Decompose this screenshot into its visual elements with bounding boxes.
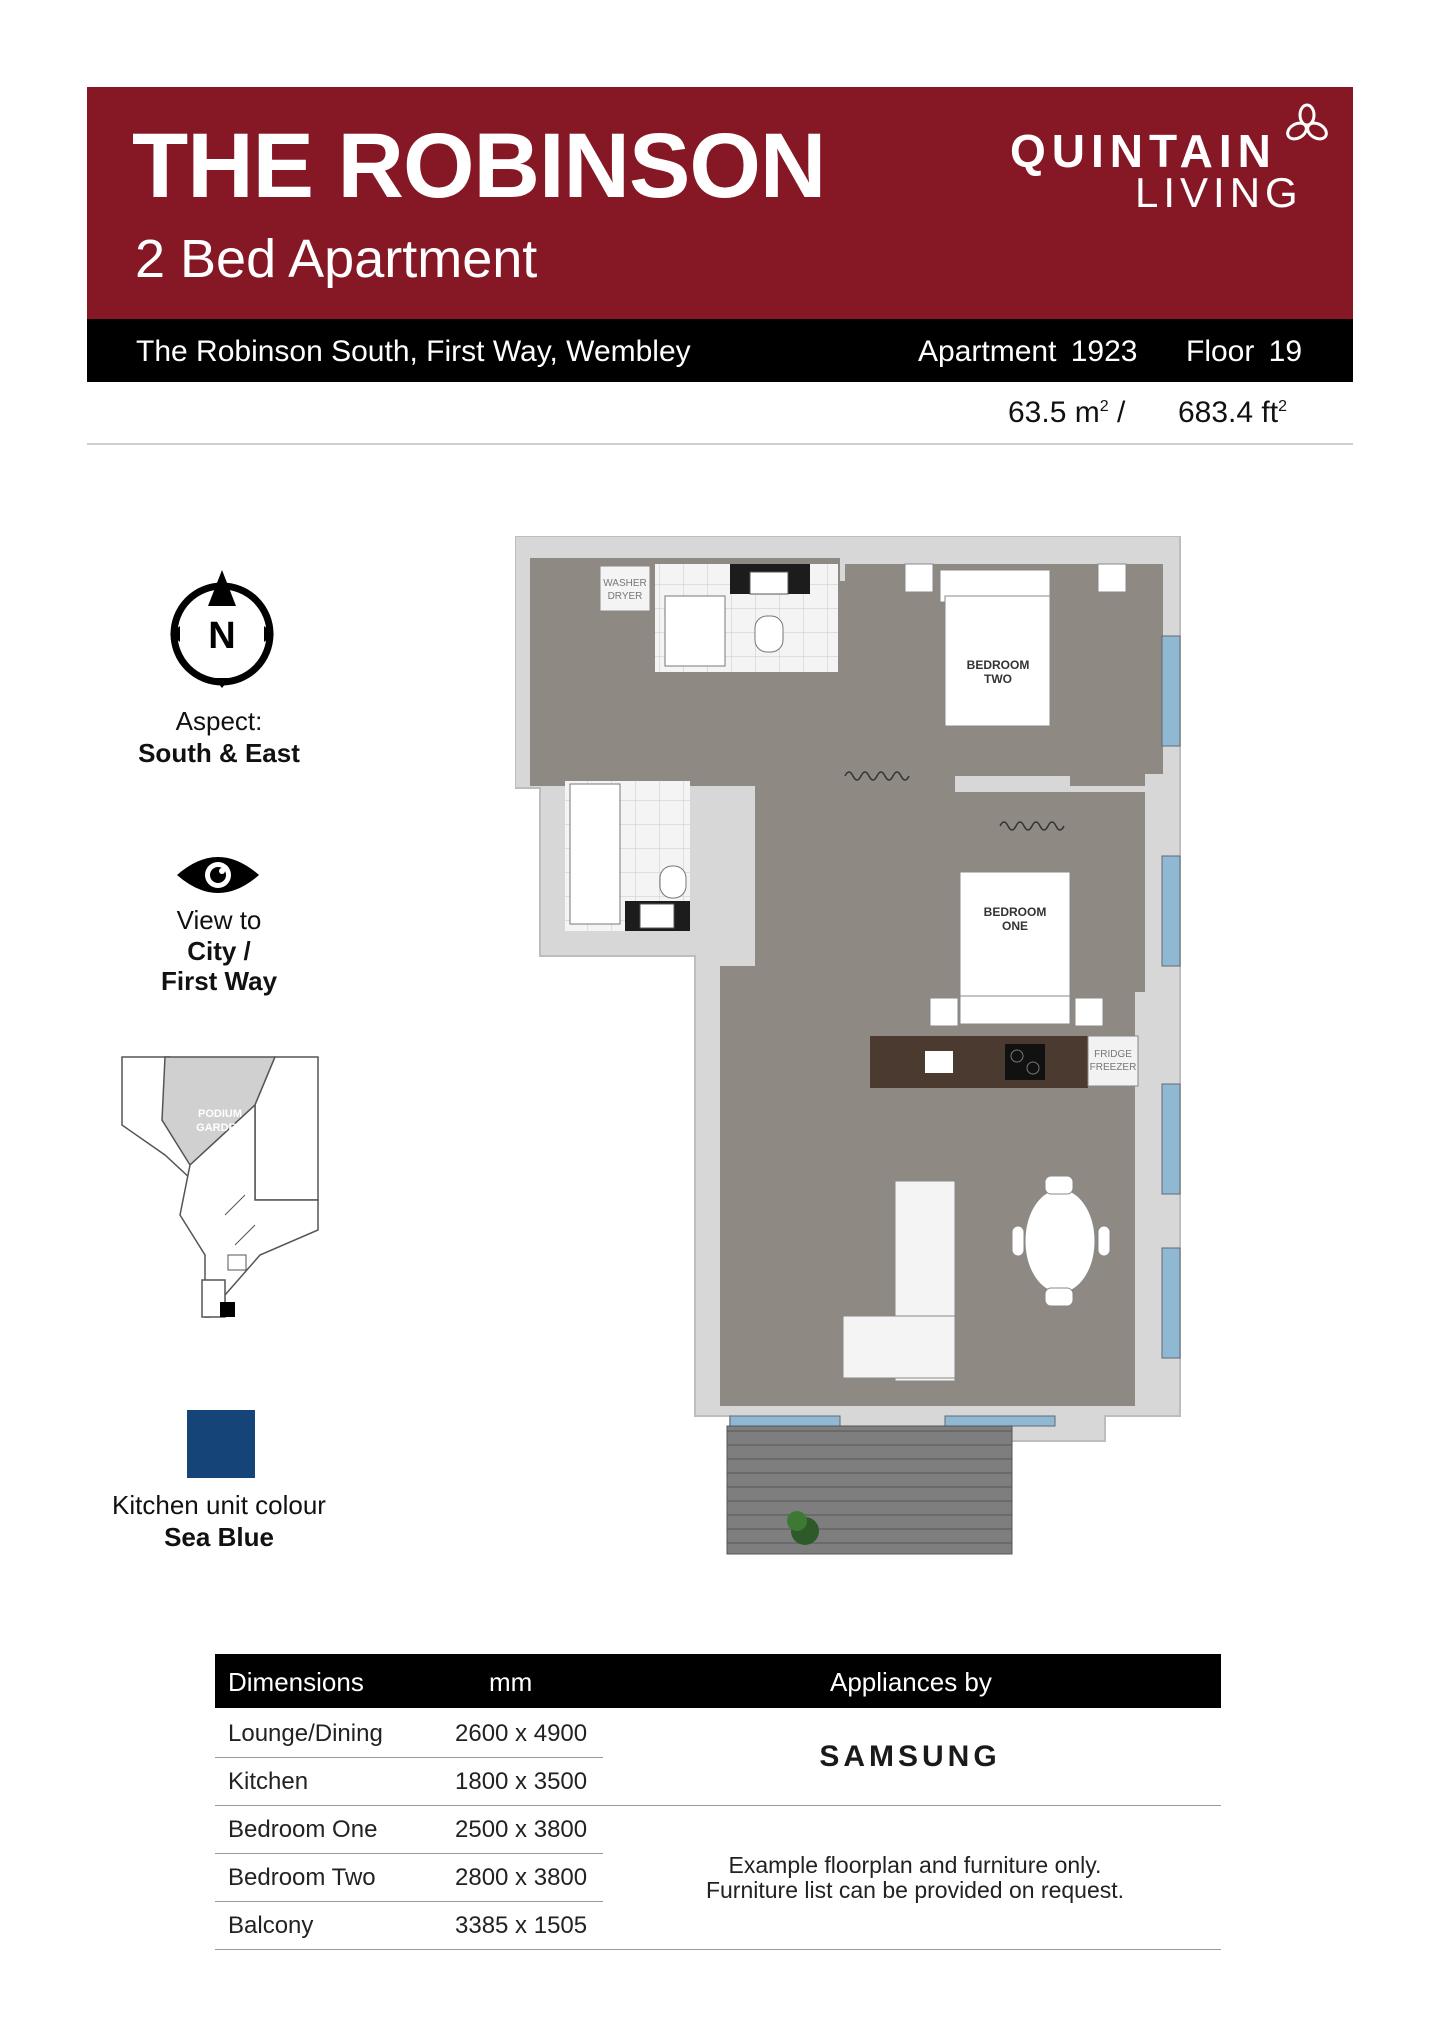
area-imperial: 683.4 $ft^2$ <box>1178 396 1287 429</box>
table-row-room: Lounge/Dining <box>228 1720 383 1747</box>
compass-letter: N <box>208 615 236 657</box>
table-header-dimensions: Dimensions <box>228 1667 364 1697</box>
table-row-size: 2800 x 3800 <box>455 1864 588 1891</box>
address-text: The Robinson South, First Way, Wembley <box>136 335 691 368</box>
table-row-size: 2600 x 4900 <box>455 1720 588 1747</box>
divider <box>87 443 1353 445</box>
washer-label-2: DRYER <box>607 591 643 602</box>
brand-logo-icon <box>1285 103 1329 147</box>
keyplan-label-1: PODIUM <box>198 1108 242 1120</box>
bedroom-one-label-1: BEDROOM <box>983 905 1047 919</box>
compass-icon <box>166 568 278 690</box>
appliance-brand-logo: SAMSUNG <box>819 1740 1001 1773</box>
brand-subname: LIVING <box>1135 169 1303 216</box>
table-header-appliances: Appliances by <box>830 1667 992 1697</box>
page-title: THE ROBINSON <box>132 115 826 217</box>
floor-number: Floor 19 <box>1186 335 1303 368</box>
fridge-label-2: FREEZER <box>1089 1062 1137 1073</box>
table-row-room: Kitchen <box>228 1768 309 1795</box>
table-header-mm: mm <box>489 1667 533 1697</box>
disclaimer-line-2: Furniture list can be provided on request. <box>705 1877 1125 1904</box>
bedroom-two-label-1: BEDROOM <box>966 658 1030 672</box>
eye-icon <box>175 853 261 897</box>
table-row-size: 1800 x 3500 <box>455 1768 588 1795</box>
view-value-line1: City / <box>187 936 251 966</box>
brand-name: QUINTAIN <box>1010 125 1277 177</box>
view-label: View to <box>176 905 262 935</box>
table-header <box>215 1654 1221 1708</box>
bedroom-two-label-2: TWO <box>984 672 1012 686</box>
aspect-label: Aspect: <box>175 706 263 736</box>
table-row-size: 3385 x 1505 <box>455 1912 588 1939</box>
page-subtitle: 2 Bed Apartment <box>135 229 538 289</box>
kitchen-colour-label: Kitchen unit colour <box>112 1490 326 1520</box>
table-row-size: 2500 x 3800 <box>455 1816 588 1843</box>
washer-label-1: WASHER <box>603 578 647 589</box>
row-divider <box>215 1853 603 1854</box>
table-row-room: Bedroom Two <box>228 1864 376 1891</box>
aspect-value: South & East <box>138 738 300 768</box>
row-divider <box>215 1757 603 1758</box>
apartment-number: Apartment 1923 <box>918 335 1138 368</box>
table-bottom-line <box>215 1949 1221 1950</box>
view-value-line2: First Way <box>160 966 278 996</box>
kitchen-colour-swatch <box>187 1410 255 1478</box>
row-divider <box>215 1901 603 1902</box>
table-row-room: Balcony <box>228 1912 314 1939</box>
kitchen-colour-value: Sea Blue <box>164 1522 274 1552</box>
disclaimer-line-1: Example floorplan and furniture only. <box>728 1852 1102 1878</box>
fridge-label-1: FRIDGE <box>1094 1049 1132 1060</box>
floor-plan <box>515 536 1183 1556</box>
row-divider <box>215 1805 1221 1806</box>
key-plan <box>120 1055 320 1325</box>
keyplan-label-2: GARDEN <box>196 1122 244 1134</box>
disclaimer-note <box>690 1853 1140 1904</box>
bedroom-one-label-2: ONE <box>1001 919 1029 933</box>
area-metric: 63.5 $m^2$ / <box>1008 396 1126 429</box>
table-row-room: Bedroom One <box>228 1816 378 1843</box>
